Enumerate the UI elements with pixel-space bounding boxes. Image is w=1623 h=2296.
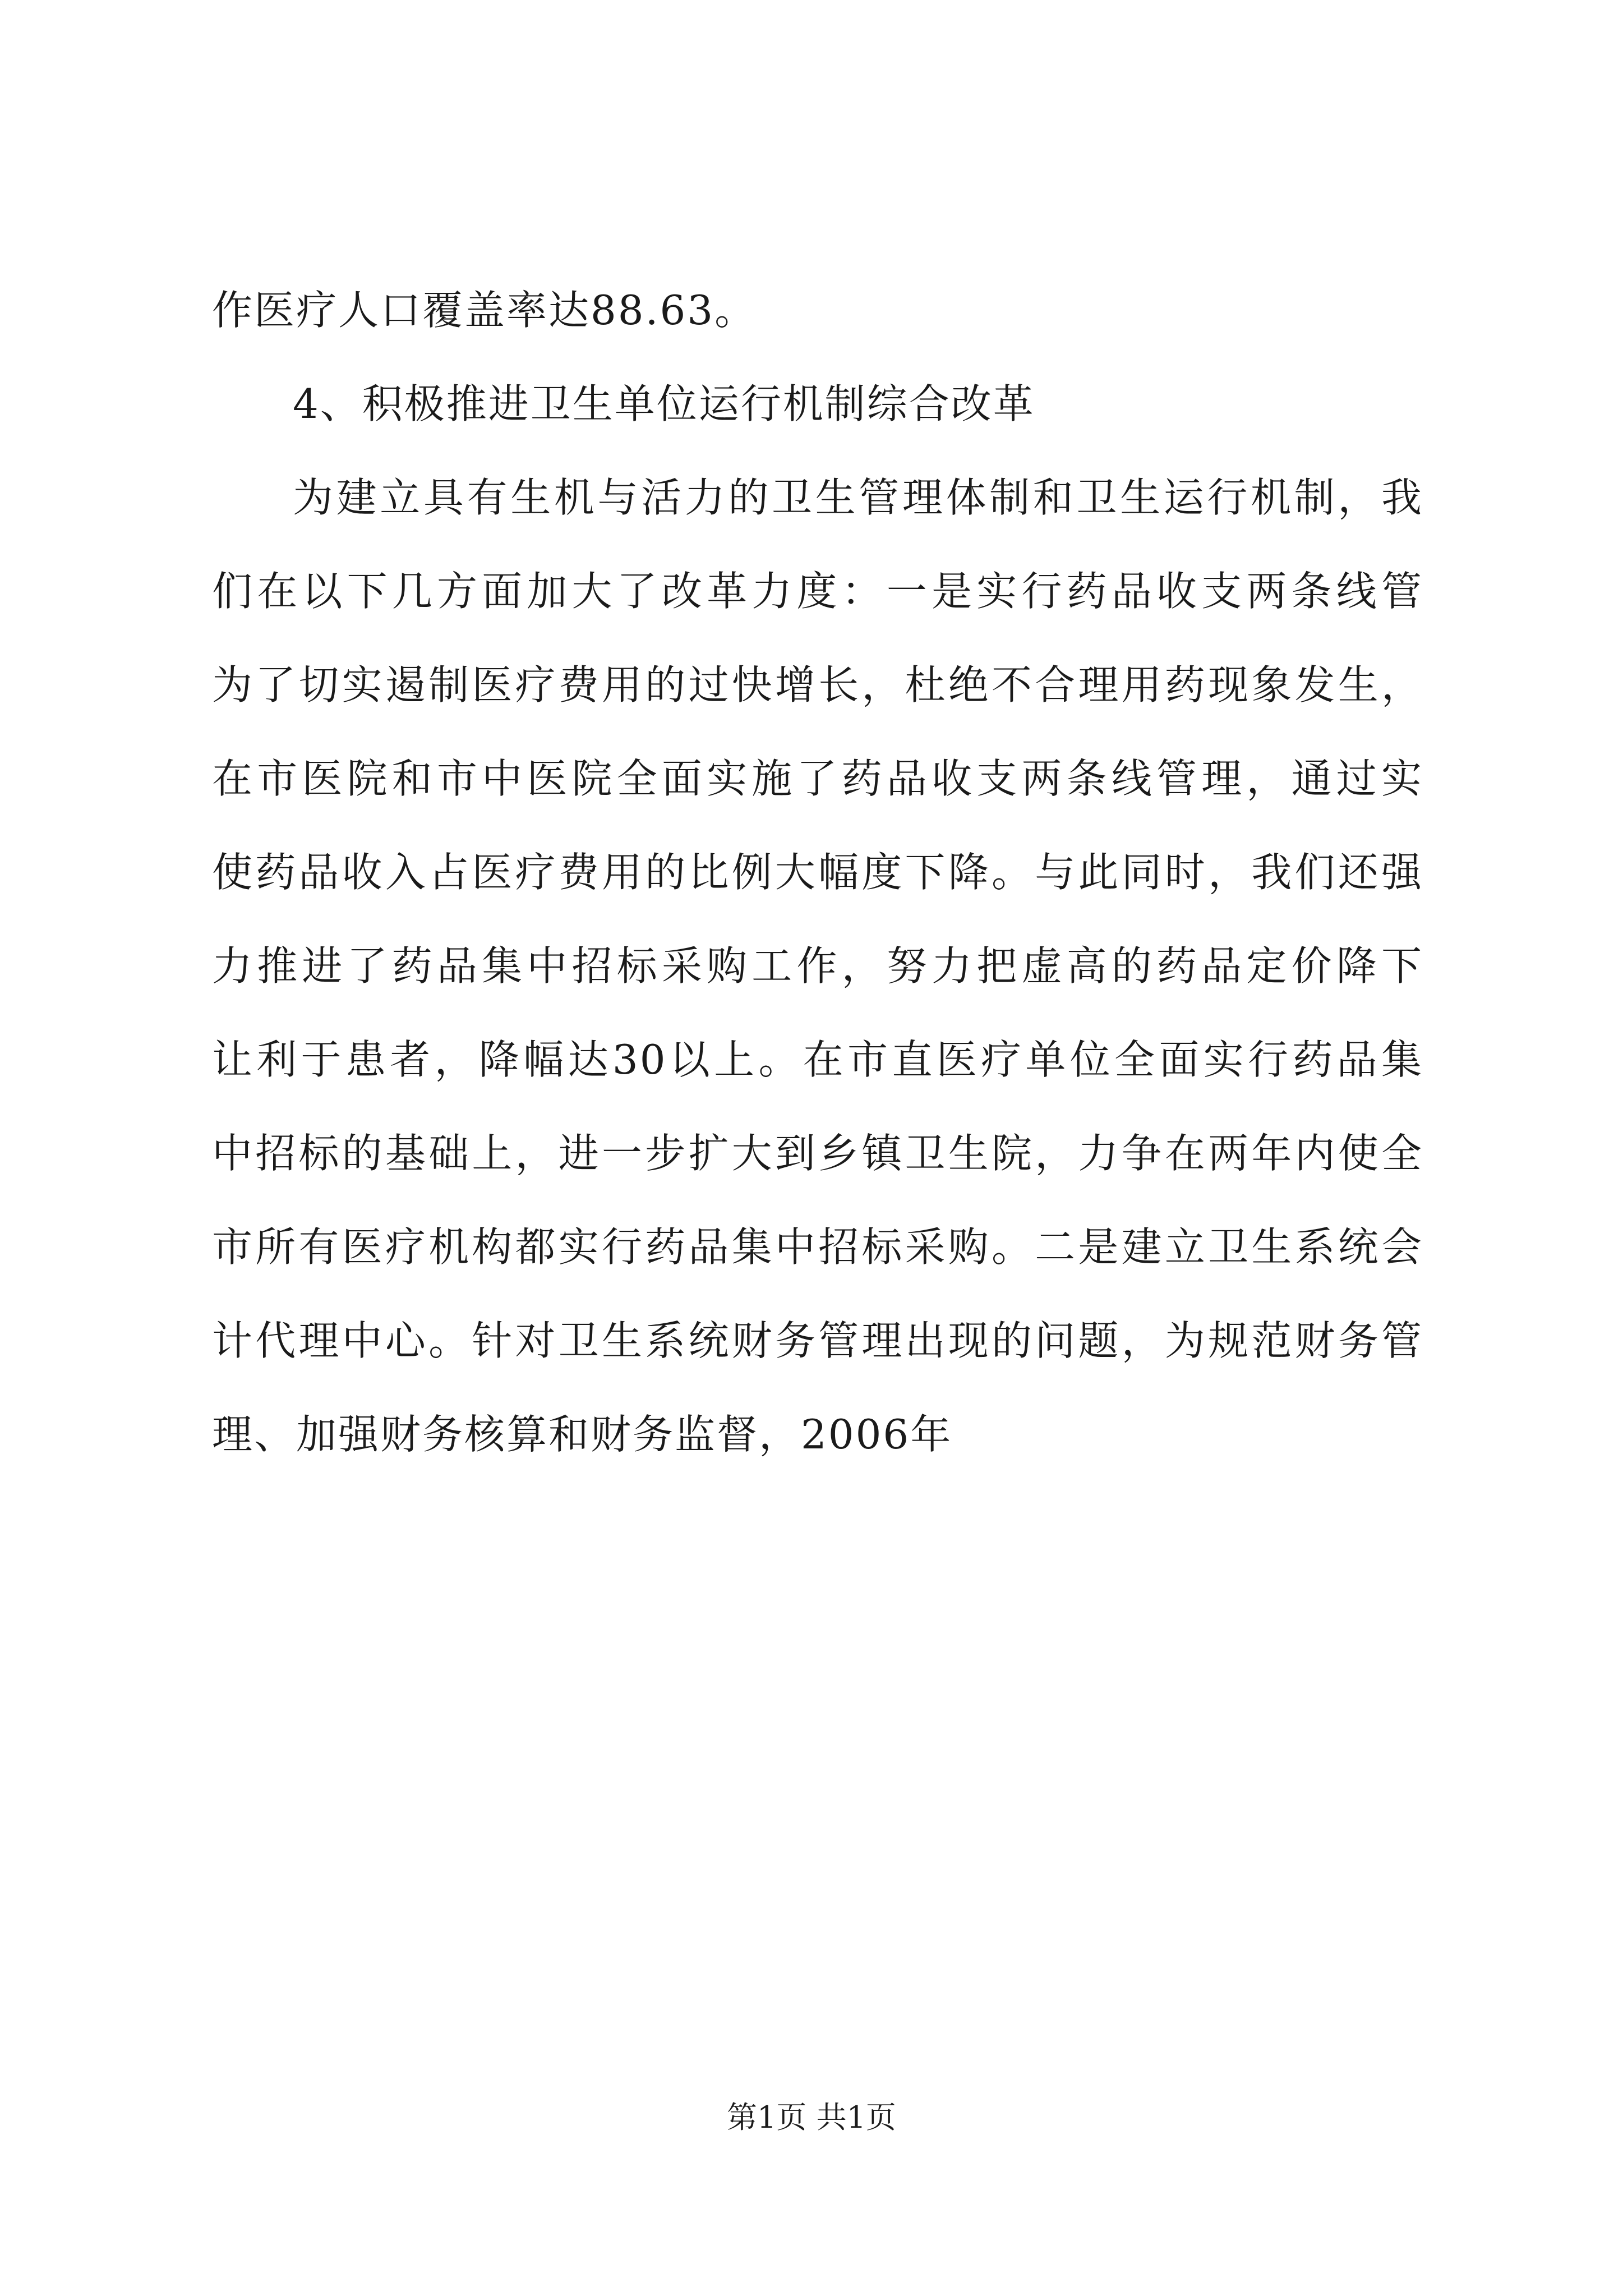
body-text bbox=[212, 264, 1423, 1481]
paragraph-line: 使药品收入占医疗费用的比例大幅度下降。与此同时，我们还强 bbox=[212, 849, 1423, 896]
paragraph-line: 市所有医疗机构都实行药品集中招标采购。二是建立卫生系统会 bbox=[212, 1223, 1423, 1271]
page-footer: 第1页 共1页 bbox=[727, 2100, 896, 2135]
text-line: 作医疗人口覆盖率达88.63。 bbox=[212, 287, 757, 334]
paragraph-line: 中招标的基础上，进一步扩大到乡镇卫生院，力争在两年内使全 bbox=[212, 1130, 1423, 1177]
paragraph-line: 在市医院和市中医院全面实施了药品收支两条线管理，通过实 bbox=[212, 755, 1423, 802]
paragraph-line: 为建立具有生机与活力的卫生管理体制和卫生运行机制，我 bbox=[293, 474, 1423, 521]
paragraph-line: 力推进了药品集中招标采购工作，努力把虚高的药品定价降下 bbox=[212, 942, 1423, 990]
paragraph-line: 计代理中心。针对卫生系统财务管理出现的问题，为规范财务管 bbox=[212, 1317, 1423, 1364]
paragraph-line: 们在以下几方面加大了改革力度：一是实行药品收支两条线管 bbox=[212, 568, 1423, 615]
paragraph-line: 让利于患者，降幅达30以上。在市直医疗单位全面实行药品集 bbox=[212, 1036, 1423, 1083]
paragraph-line: 理、加强财务核算和财务监督，2006年 bbox=[212, 1411, 953, 1458]
paragraph-line: 为了切实遏制医疗费用的过快增长，杜绝不合理用药现象发生， bbox=[212, 661, 1423, 708]
section-heading: 4、积极推进卫生单位运行机制综合改革 bbox=[293, 380, 1035, 427]
